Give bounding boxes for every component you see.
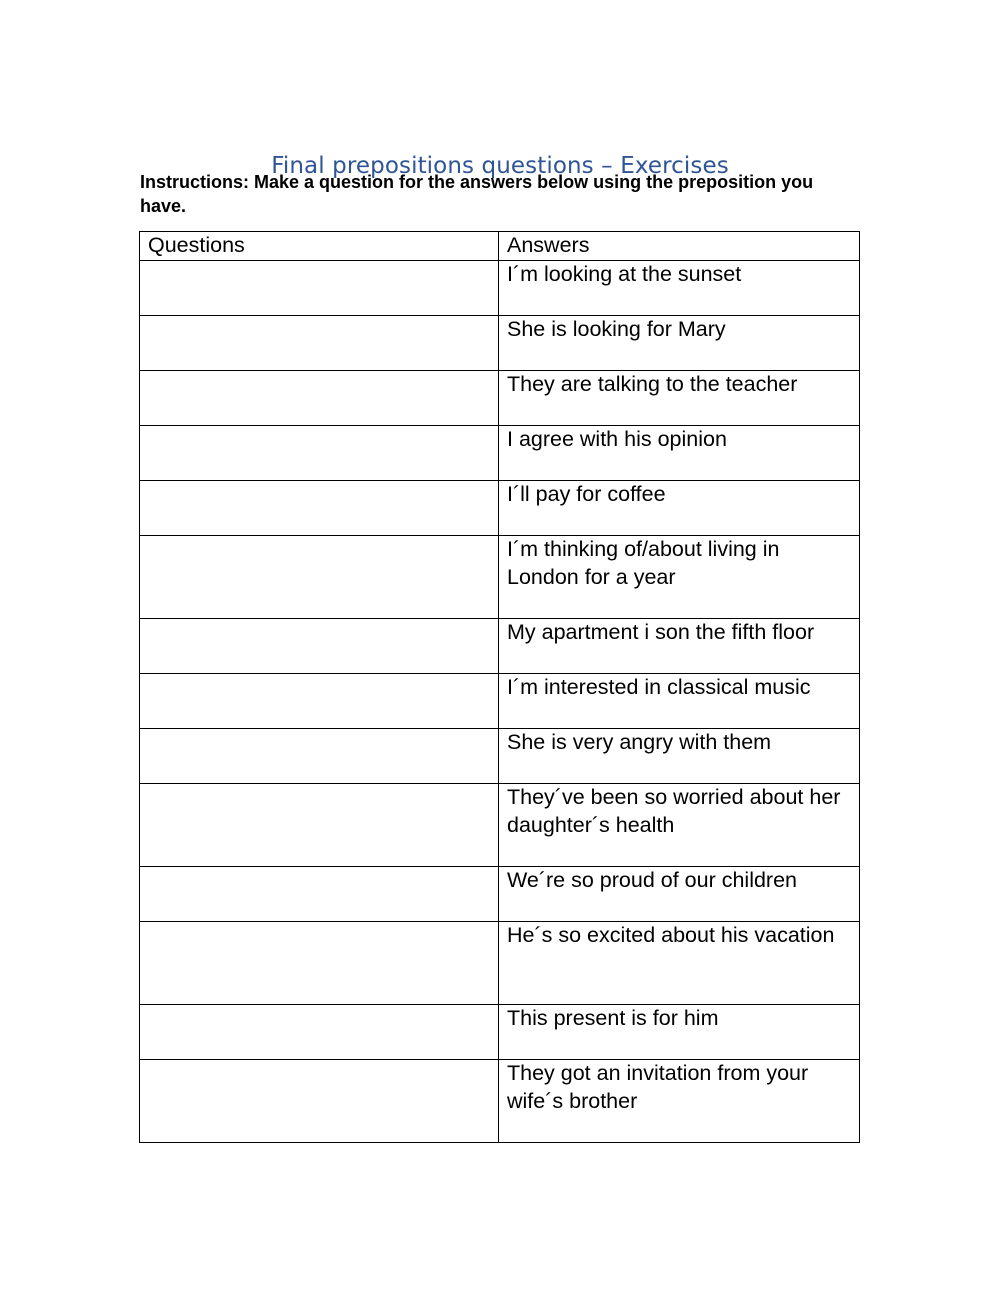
question-cell[interactable] [140,536,499,619]
question-cell[interactable] [140,867,499,922]
answer-cell: I´ll pay for coffee [499,481,860,536]
answer-cell: This present is for him [499,1005,860,1060]
question-cell[interactable] [140,261,499,316]
question-cell[interactable] [140,784,499,867]
answer-cell: She is looking for Mary [499,316,860,371]
question-cell[interactable] [140,674,499,729]
table-row [140,426,860,481]
answer-cell: They are talking to the teacher [499,371,860,426]
answer-cell: She is very angry with them [499,729,860,784]
answer-cell: My apartment i son the fifth floor [499,619,860,674]
header-questions: Questions [140,232,499,261]
table-row [140,867,860,922]
table-row [140,316,860,371]
answer-cell: I agree with his opinion [499,426,860,481]
table-row [140,922,860,1005]
answer-cell: I´m interested in classical music [499,674,860,729]
table-row [140,536,860,619]
table-row [140,619,860,674]
answer-cell: I´m looking at the sunset [499,261,860,316]
exercise-table [139,231,860,1143]
question-cell[interactable] [140,922,499,1005]
answer-cell: They got an invitation from your wife´s brother [499,1060,860,1143]
question-cell[interactable] [140,371,499,426]
answer-cell: We´re so proud of our children [499,867,860,922]
table-row [140,729,860,784]
header-answers: Answers [499,232,860,261]
question-cell[interactable] [140,729,499,784]
instructions: Instructions: Make a question for the answers below using the preposition you have. [140,172,814,216]
answer-cell: I´m thinking of/about living in London for a year [499,536,860,619]
question-cell[interactable] [140,1005,499,1060]
question-cell[interactable] [140,316,499,371]
answer-cell: They´ve been so worried about her daughter´s health [499,784,860,867]
table-row [140,371,860,426]
table-row [140,674,860,729]
table-row [140,481,860,536]
question-cell[interactable] [140,481,499,536]
table-header-row [140,232,860,261]
table-row [140,1060,860,1143]
table-row [140,784,860,867]
question-cell[interactable] [140,619,499,674]
question-cell[interactable] [140,1060,499,1143]
table-row [140,1005,860,1060]
answer-cell: He´s so excited about his vacation [499,922,860,1005]
table-row [140,261,860,316]
page-title: Final prepositions questions – Exercises [271,153,729,180]
question-cell[interactable] [140,426,499,481]
